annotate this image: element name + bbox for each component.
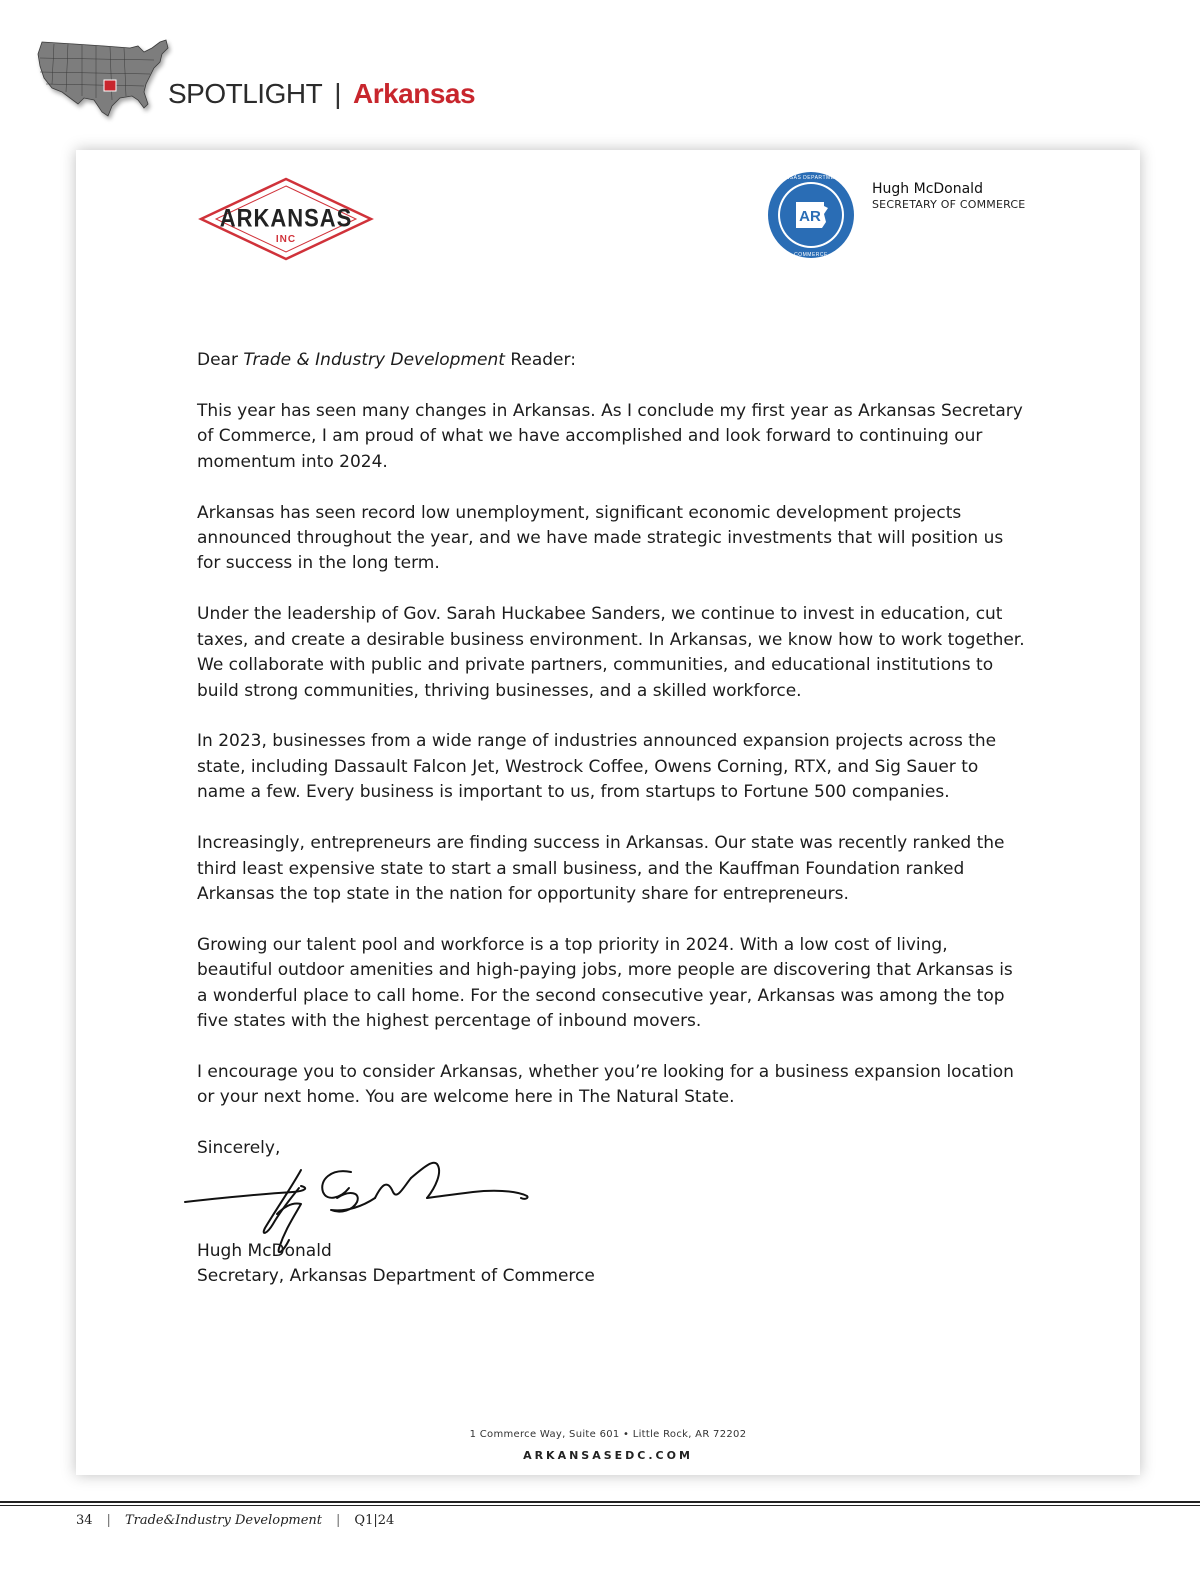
letter-body xyxy=(197,348,1027,1187)
section-label: SPOTLIGHT xyxy=(168,78,323,109)
paragraph: Growing our talent pool and workforce is a top priority in 2024. With a low cost of living, beautiful outdoor amenities and high-paying jobs, more people are discovering that Arkansas is a wonderful place to call home. For the second consecutive year, Arkansas was among the top five states with the highest percentage of inbound movers. xyxy=(197,934,1013,1032)
svg-text:AR: AR xyxy=(799,208,821,225)
paragraph: This year has seen many changes in Arkansas. As I conclude my first year as Arkansas Secretary of Commerce, I am proud of what we have accomplished and look forward to continuing our momentum into 2024. xyxy=(197,400,1023,472)
title-divider: | xyxy=(334,78,341,109)
greeting-suffix: Reader: xyxy=(504,350,576,370)
signer-header xyxy=(872,180,1025,211)
page-number: 34 xyxy=(76,1513,93,1528)
signatory-name: Hugh McDonald xyxy=(197,1241,332,1261)
svg-text:ARKANSAS DEPARTMENT OF: ARKANSAS DEPARTMENT OF xyxy=(770,175,852,181)
paragraph: Increasingly, entrepreneurs are finding success in Arkansas. Our state was recently ranked the third least expensive state to start a small business, and the Kauffman Foundation ranked Arkansas the top state in the nation for opportunity share for entrepreneurs. xyxy=(197,833,1005,904)
paragraph: Arkansas has seen record low unemployment, significant economic development projects announced throughout the year, and we have made strategic investments that will position us for success in the long term. xyxy=(197,502,1004,574)
signer-name: Hugh McDonald xyxy=(872,181,983,197)
closing: Sincerely, xyxy=(197,1138,281,1159)
signer-title: SECRETARY OF COMMERCE xyxy=(872,198,1026,211)
paragraph: Under the leadership of Gov. Sarah Huckabee Sanders, we continue to invest in education, cut taxes, and create a desirable business environment. In Arkansas, we know how to work together. We collaborate with public and private partners, communities, and educational institutions to build strong communities, thriving businesses, and a skilled workforce. xyxy=(197,604,1025,701)
paragraph: In 2023, businesses from a wide range of industries announced expansion projects across the state, including Dassault Falcon Jet, Westrock Coffee, Owens Corning, RTX, and Sig Sauer to name a few. Every business is important to us, from startups to Fortune 500 companies. xyxy=(197,731,997,803)
footer-divider: | xyxy=(336,1513,341,1528)
arkansas-inc-logo xyxy=(198,176,374,262)
commerce-seal xyxy=(766,170,856,260)
svg-text:ARKANSAS: ARKANSAS xyxy=(219,205,353,234)
state-label: Arkansas xyxy=(352,78,476,109)
spotlight-title xyxy=(168,78,475,110)
greeting-publication: Trade & Industry Development xyxy=(243,350,505,370)
signature-block xyxy=(197,1239,595,1290)
page-header xyxy=(0,0,1200,140)
paragraph: I encourage you to consider Arkansas, whether you’re looking for a business expansion location or your next home. You are welcome here in The Natural State. xyxy=(197,1062,1014,1108)
footer-rule xyxy=(0,1501,1200,1503)
signatory-title: Secretary, Arkansas Department of Commerce xyxy=(197,1266,595,1287)
svg-text:COMMERCE: COMMERCE xyxy=(794,252,828,258)
footer-divider: | xyxy=(106,1513,111,1528)
magazine-name: Trade&Industry Development xyxy=(124,1513,323,1528)
us-map-icon xyxy=(34,34,174,126)
svg-text:INC: INC xyxy=(275,234,297,245)
page-footer xyxy=(76,1513,394,1528)
issue-label: Q1|24 xyxy=(354,1513,395,1528)
footer-rule-thin xyxy=(0,1505,1200,1506)
letter-address: 1 Commerce Way, Suite 601 • Little Rock, AR 72202 xyxy=(469,1429,747,1440)
greeting xyxy=(197,348,1027,373)
letter-website: ARKANSASEDC.COM xyxy=(523,1449,693,1462)
greeting-prefix: Dear xyxy=(197,350,244,370)
letter-sheet xyxy=(76,150,1140,1475)
